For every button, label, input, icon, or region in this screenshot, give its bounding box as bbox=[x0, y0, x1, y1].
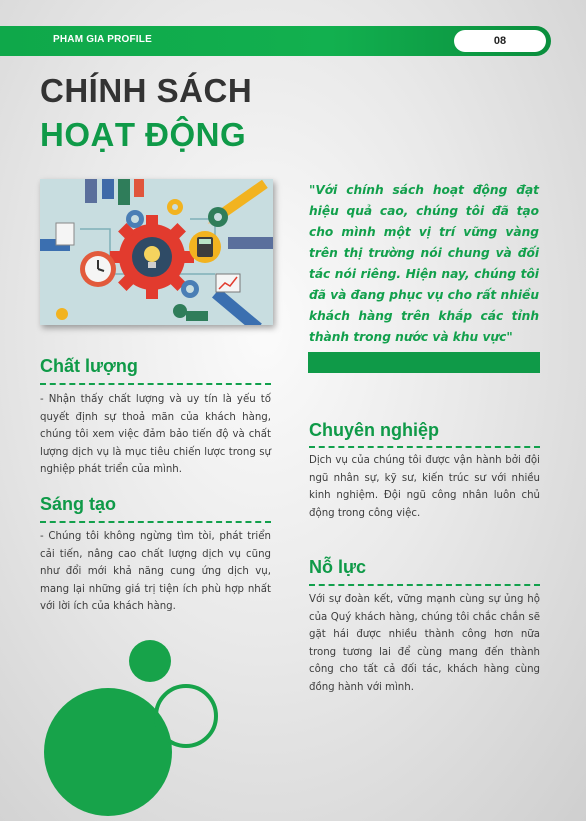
section-text-professional: Dịch vụ của chúng tôi được vận hành bởi đội ngũ nhân sự, kỹ sư, kiến trúc sư với nhiều kinh nghiệm. Đội ngũ công nhân luôn chủ động trong công việc. bbox=[309, 455, 540, 519]
divider-quality bbox=[40, 383, 271, 385]
page-title-line1: CHÍNH SÁCH bbox=[40, 72, 253, 109]
section-text-creative: - Chúng tôi không ngừng tìm tòi, phát triển cải tiến, nâng cao chất lượng dịch vụ cũng như đổi mới khả năng cung ứng dịch vụ, mang lại những giá trị tiện ích phù hợp nhất với lời ích của khách hàng. bbox=[40, 531, 271, 612]
section-title-creative: Sáng tạo bbox=[40, 494, 117, 514]
decor-circle-small bbox=[129, 640, 171, 682]
page-title-line2: HOẠT ĐỘNG bbox=[40, 116, 247, 153]
mission-quote: "Với chính sách hoạt động đạt hiệu quả cao, chúng tôi đã tạo cho mình một vị trí vững vàng trên thị trường nói chung và đối tác nói riêng. Hiện nay, chúng tôi đã và đang phục vụ cho rất nhiều khách hàng trên khắp các tỉnh thành trong nước và khu vực" bbox=[309, 183, 539, 344]
page-number: 08 bbox=[454, 30, 546, 52]
decor-circle-large bbox=[44, 688, 172, 816]
divider-professional bbox=[309, 446, 540, 448]
section-title-professional: Chuyên nghiệp bbox=[309, 420, 439, 440]
section-title-effort: Nỗ lực bbox=[309, 557, 367, 577]
quote-accent-bar bbox=[308, 352, 540, 373]
section-text-effort: Với sự đoàn kết, vững mạnh cùng sự ủng hộ của Quý khách hàng, chúng tôi chắc chắn sẽ gặt hái được nhiều thành công hơn nữa trong tương lai để cùng mang đến thành công cho tất cả đối tác, khách hàng cùng đồng hành với mình. bbox=[309, 594, 540, 693]
divider-effort bbox=[309, 584, 540, 586]
divider-creative bbox=[40, 521, 271, 523]
section-title-quality: Chất lượng bbox=[40, 356, 138, 376]
decor-circle-ring bbox=[154, 684, 218, 748]
hero-illustration bbox=[40, 179, 273, 325]
brand-label: PHAM GIA PROFILE bbox=[53, 34, 152, 45]
section-text-quality: - Nhận thấy chất lượng và uy tín là yếu tố quyết định sự thoả mãn của khách hàng, chúng tôi xem việc đảm bảo tiến độ và chất lượng dịch vụ là mục tiêu chiến lược trong sự nghiệp phát triển của mình. bbox=[40, 394, 271, 475]
gears-hands-illustration bbox=[40, 179, 273, 325]
